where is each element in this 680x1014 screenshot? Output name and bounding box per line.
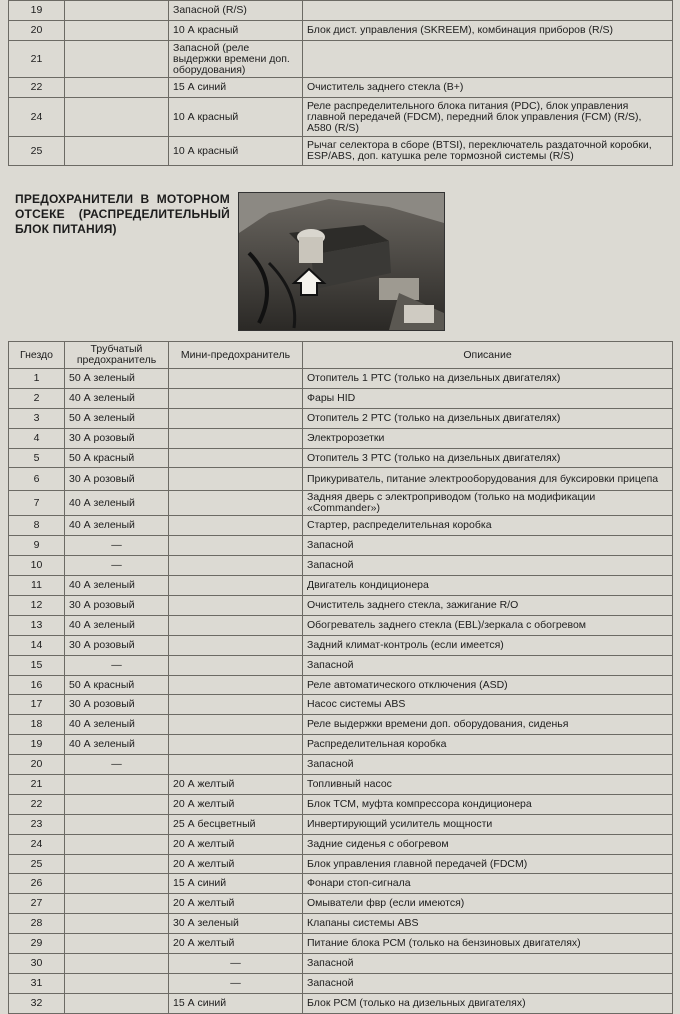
slot-cell: 31 [9, 973, 65, 993]
description-cell: Задняя дверь с электроприводом (только на модификации «Commander») [303, 491, 673, 516]
description-cell: Фонари стоп-сигнала [303, 874, 673, 894]
slot-cell: 16 [9, 675, 65, 695]
table-row [9, 834, 673, 854]
table-header-row [9, 342, 673, 369]
tube-fuse-cell [65, 914, 169, 934]
table-row [9, 755, 673, 775]
slot-cell: 26 [9, 874, 65, 894]
mini-fuse-cell [169, 428, 303, 448]
tube-fuse-cell [65, 834, 169, 854]
slot-cell: 15 [9, 655, 65, 675]
tube-fuse-cell: 50 А зеленый [65, 369, 169, 389]
slot-cell: 5 [9, 448, 65, 468]
slot-cell: 21 [9, 41, 65, 78]
table-row [9, 775, 673, 795]
description-cell: Блок ТСМ, муфта компрессора кондиционера [303, 794, 673, 814]
slot-cell: 28 [9, 914, 65, 934]
slot-cell: 19 [9, 735, 65, 755]
mini-fuse-cell [169, 576, 303, 596]
tube-fuse-cell [65, 814, 169, 834]
table-row [9, 794, 673, 814]
slot-cell: 24 [9, 98, 65, 137]
table-row [9, 934, 673, 954]
description-cell: Реле автоматического отключения (ASD) [303, 675, 673, 695]
tube-fuse-cell: 30 А розовый [65, 596, 169, 616]
slot-cell: 10 [9, 556, 65, 576]
mini-fuse-cell: 15 А синий [169, 993, 303, 1013]
mini-fuse-cell: Запасной (R/S) [169, 1, 303, 21]
tube-fuse-cell: 40 А зеленый [65, 388, 169, 408]
slot-cell: 29 [9, 934, 65, 954]
mini-fuse-cell [169, 675, 303, 695]
table-row [9, 408, 673, 428]
mini-fuse-cell [169, 388, 303, 408]
slot-cell: 14 [9, 635, 65, 655]
table-row [9, 576, 673, 596]
slot-cell: 20 [9, 21, 65, 41]
table-row [9, 41, 673, 78]
table-row [9, 468, 673, 491]
tube-fuse-cell [65, 894, 169, 914]
description-cell: Задние сиденья с обогревом [303, 834, 673, 854]
mini-fuse-cell: 10 А красный [169, 137, 303, 166]
mini-fuse-cell: 10 А красный [169, 21, 303, 41]
slot-cell: 3 [9, 408, 65, 428]
mini-fuse-cell [169, 596, 303, 616]
tube-fuse-cell: — [65, 755, 169, 775]
description-cell: Обогреватель заднего стекла (EBL)/зеркала с обогревом [303, 615, 673, 635]
description-cell: Реле выдержки времени доп. оборудования, сиденья [303, 715, 673, 735]
description-cell [303, 1, 673, 21]
tube-fuse-cell: 40 А зеленый [65, 715, 169, 735]
mini-fuse-cell [169, 655, 303, 675]
mini-fuse-cell: 20 А желтый [169, 794, 303, 814]
table-row [9, 1, 673, 21]
description-cell: Насос системы ABS [303, 695, 673, 715]
description-cell: Топливный насос [303, 775, 673, 795]
mini-fuse-cell [169, 715, 303, 735]
description-cell: Очиститель заднего стекла, зажигание R/O [303, 596, 673, 616]
slot-cell: 20 [9, 755, 65, 775]
mini-fuse-cell: — [169, 954, 303, 974]
mini-fuse-cell: Запасной (реле выдержки времени доп. оборудования) [169, 41, 303, 78]
tube-fuse-cell: — [65, 655, 169, 675]
mini-fuse-cell [169, 695, 303, 715]
slot-cell: 25 [9, 854, 65, 874]
mini-fuse-cell [169, 448, 303, 468]
engine-compartment-photo [238, 192, 445, 331]
tube-fuse-cell: 50 А красный [65, 675, 169, 695]
table-row [9, 78, 673, 98]
description-cell: Клапаны системы ABS [303, 914, 673, 934]
mini-fuse-cell: 30 А зеленый [169, 914, 303, 934]
header-mini-fuse: Мини-предохранитель [169, 342, 303, 369]
slot-cell: 21 [9, 775, 65, 795]
mini-fuse-cell: 10 А красный [169, 98, 303, 137]
tube-fuse-cell: 40 А зеленый [65, 491, 169, 516]
slot-cell: 17 [9, 695, 65, 715]
slot-cell: 32 [9, 993, 65, 1013]
description-cell: Двигатель кондиционера [303, 576, 673, 596]
table-row [9, 388, 673, 408]
tube-fuse-cell [65, 775, 169, 795]
slot-cell: 1 [9, 369, 65, 389]
table-row [9, 854, 673, 874]
mini-fuse-cell: 20 А желтый [169, 775, 303, 795]
slot-cell: 18 [9, 715, 65, 735]
description-cell: Фары HID [303, 388, 673, 408]
tube-fuse-cell: 40 А зеленый [65, 735, 169, 755]
description-cell: Запасной [303, 556, 673, 576]
slot-cell: 11 [9, 576, 65, 596]
description-cell: Распределительная коробка [303, 735, 673, 755]
table-row [9, 914, 673, 934]
mini-fuse-cell [169, 491, 303, 516]
table-row [9, 874, 673, 894]
table-row [9, 635, 673, 655]
description-cell: Рычаг селектора в сборе (BTSI), переключатель раздаточной коробки, ESP/ABS, доп. катушка реле тормозной системы (R/S) [303, 137, 673, 166]
table-row [9, 973, 673, 993]
tube-fuse-cell [65, 98, 169, 137]
slot-cell: 2 [9, 388, 65, 408]
table-row [9, 137, 673, 166]
tube-fuse-cell [65, 78, 169, 98]
mini-fuse-cell [169, 735, 303, 755]
description-cell: Очиститель заднего стекла (В+) [303, 78, 673, 98]
slot-cell: 19 [9, 1, 65, 21]
tube-fuse-cell [65, 973, 169, 993]
table-row [9, 715, 673, 735]
tube-fuse-cell [65, 41, 169, 78]
table-row [9, 596, 673, 616]
description-cell: Реле распределительного блока питания (PDC), блок управления главной передачей (FDCM), передний блок управления (FCM) (R/S), А580 (R/S) [303, 98, 673, 137]
slot-cell: 25 [9, 137, 65, 166]
description-cell: Блок РСМ (только на дизельных двигателях) [303, 993, 673, 1013]
upper-fuse-table [8, 0, 673, 166]
description-cell [303, 41, 673, 78]
mini-fuse-cell: 15 А синий [169, 874, 303, 894]
tube-fuse-cell [65, 934, 169, 954]
table-row [9, 695, 673, 715]
tube-fuse-cell: 30 А розовый [65, 428, 169, 448]
description-cell: Стартер, распределительная коробка [303, 516, 673, 536]
table-row [9, 98, 673, 137]
header-slot: Гнездо [9, 342, 65, 369]
slot-cell: 12 [9, 596, 65, 616]
description-cell: Запасной [303, 973, 673, 993]
tube-fuse-cell [65, 1, 169, 21]
mini-fuse-cell [169, 615, 303, 635]
table-row [9, 894, 673, 914]
slot-cell: 4 [9, 428, 65, 448]
header-tube-fuse: Трубчатый предохранитель [65, 342, 169, 369]
tube-fuse-cell: 40 А зеленый [65, 516, 169, 536]
table-row [9, 369, 673, 389]
table-row [9, 993, 673, 1013]
description-cell: Отопитель 1 РТС (только на дизельных двигателях) [303, 369, 673, 389]
slot-cell: 27 [9, 894, 65, 914]
mini-fuse-cell: — [169, 973, 303, 993]
tube-fuse-cell: 30 А розовый [65, 635, 169, 655]
slot-cell: 7 [9, 491, 65, 516]
mini-fuse-cell: 15 А синий [169, 78, 303, 98]
slot-cell: 23 [9, 814, 65, 834]
tube-fuse-cell [65, 993, 169, 1013]
mini-fuse-cell [169, 516, 303, 536]
tube-fuse-cell: — [65, 556, 169, 576]
mini-fuse-cell [169, 468, 303, 491]
header-description: Описание [303, 342, 673, 369]
table-row [9, 735, 673, 755]
tube-fuse-cell [65, 794, 169, 814]
slot-cell: 8 [9, 516, 65, 536]
tube-fuse-cell: 50 А зеленый [65, 408, 169, 428]
description-cell: Инвертирующий усилитель мощности [303, 814, 673, 834]
slot-cell: 6 [9, 468, 65, 491]
mini-fuse-cell: 20 А желтый [169, 834, 303, 854]
description-cell: Запасной [303, 755, 673, 775]
tube-fuse-cell [65, 137, 169, 166]
tube-fuse-cell: 30 А розовый [65, 468, 169, 491]
mini-fuse-cell [169, 556, 303, 576]
table-row [9, 536, 673, 556]
table-row [9, 516, 673, 536]
table-row [9, 615, 673, 635]
tube-fuse-cell [65, 21, 169, 41]
mini-fuse-cell [169, 635, 303, 655]
slot-cell: 22 [9, 794, 65, 814]
mini-fuse-cell: 25 А бесцветный [169, 814, 303, 834]
mini-fuse-cell: 20 А желтый [169, 934, 303, 954]
table-row [9, 428, 673, 448]
tube-fuse-cell: — [65, 536, 169, 556]
table-row [9, 814, 673, 834]
description-cell: Запасной [303, 655, 673, 675]
table-row [9, 556, 673, 576]
tube-fuse-cell: 50 А красный [65, 448, 169, 468]
description-cell: Запасной [303, 536, 673, 556]
table-row [9, 21, 673, 41]
engine-photo-graphic [239, 193, 444, 330]
mini-fuse-cell [169, 408, 303, 428]
tube-fuse-cell [65, 954, 169, 974]
section-heading: ПРЕДОХРАНИТЕЛИ В МОТОРНОМ ОТСЕКЕ (РАСПРЕДЕЛИТЕЛЬНЫЙ БЛОК ПИТАНИЯ) [15, 192, 230, 236]
slot-cell: 24 [9, 834, 65, 854]
tube-fuse-cell: 40 А зеленый [65, 576, 169, 596]
engine-fuse-table [8, 341, 673, 1014]
description-cell: Прикуриватель, питание электрооборудования для буксировки прицепа [303, 468, 673, 491]
table-row [9, 954, 673, 974]
description-cell: Блок дист. управления (SKREEM), комбинация приборов (R/S) [303, 21, 673, 41]
tube-fuse-cell: 40 А зеленый [65, 615, 169, 635]
mini-fuse-cell [169, 369, 303, 389]
description-cell: Отопитель 3 РТС (только на дизельных двигателях) [303, 448, 673, 468]
slot-cell: 30 [9, 954, 65, 974]
table-row [9, 655, 673, 675]
table-row [9, 675, 673, 695]
slot-cell: 9 [9, 536, 65, 556]
description-cell: Питание блока РСМ (только на бензиновых двигателях) [303, 934, 673, 954]
slot-cell: 13 [9, 615, 65, 635]
tube-fuse-cell [65, 854, 169, 874]
description-cell: Блок управления главной передачей (FDCM) [303, 854, 673, 874]
slot-cell: 22 [9, 78, 65, 98]
description-cell: Задний климат-контроль (если имеется) [303, 635, 673, 655]
tube-fuse-cell: 30 А розовый [65, 695, 169, 715]
table-row [9, 448, 673, 468]
mini-fuse-cell: 20 А желтый [169, 854, 303, 874]
tube-fuse-cell [65, 874, 169, 894]
table-row [9, 491, 673, 516]
description-cell: Электророзетки [303, 428, 673, 448]
mini-fuse-cell: 20 А желтый [169, 894, 303, 914]
mini-fuse-cell [169, 755, 303, 775]
description-cell: Отопитель 2 РТС (только на дизельных двигателях) [303, 408, 673, 428]
description-cell: Запасной [303, 954, 673, 974]
mini-fuse-cell [169, 536, 303, 556]
description-cell: Омыватели фвр (если имеются) [303, 894, 673, 914]
